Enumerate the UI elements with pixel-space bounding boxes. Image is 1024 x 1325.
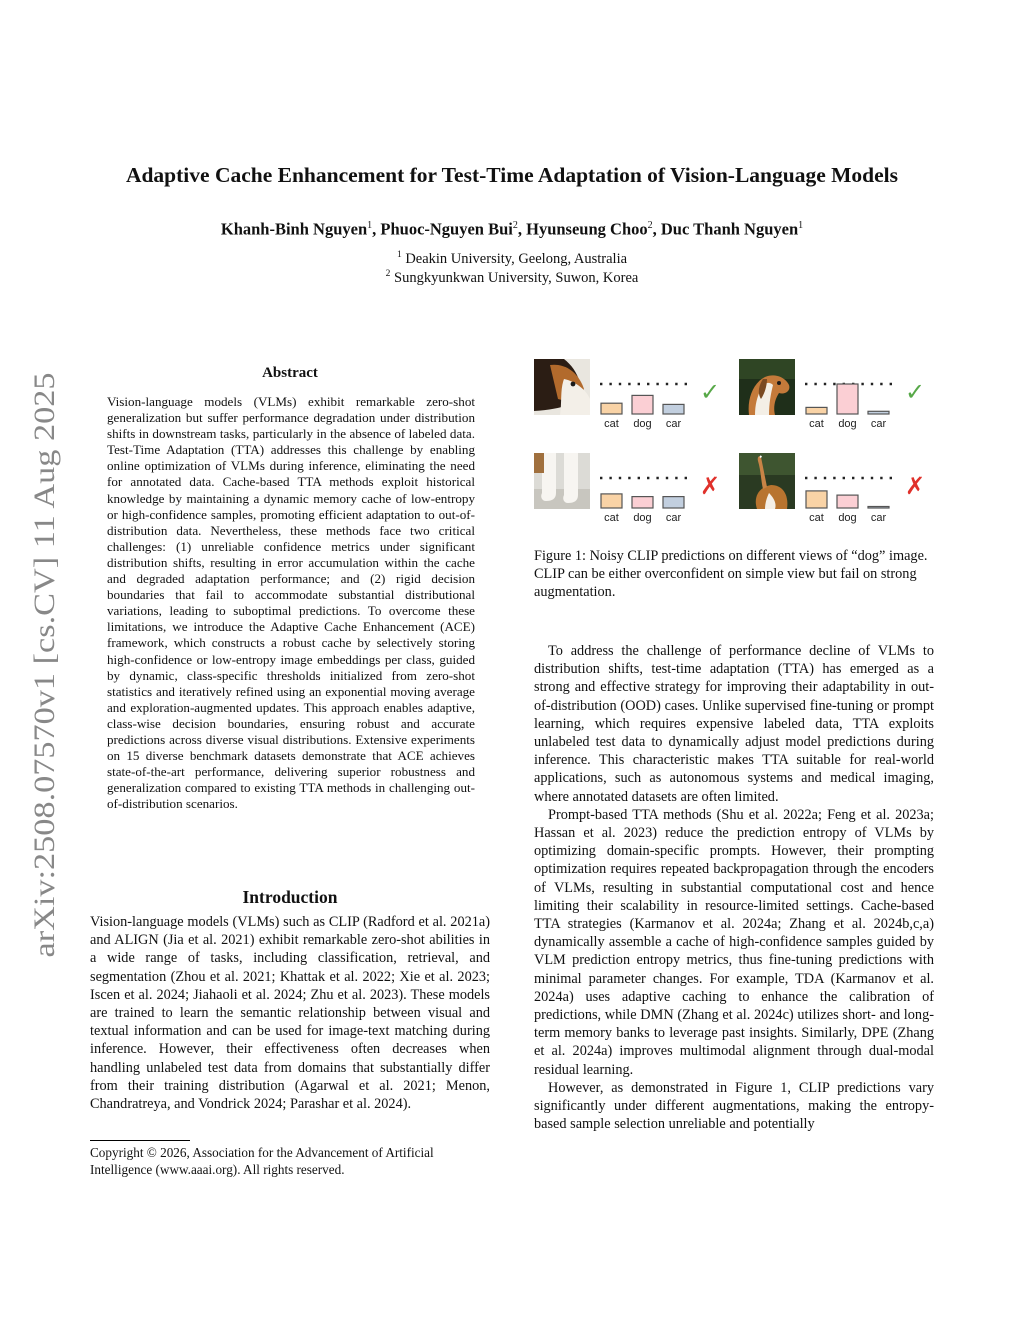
bar-chart: [803, 451, 899, 523]
dog-legs-crop-image: [534, 453, 590, 509]
category-label: car: [870, 512, 887, 524]
author-affiliation-mark: 1: [798, 220, 804, 231]
figure-caption: Figure 1: Noisy CLIP predictions on different views of “dog” image. CLIP can be either overconfident on simple view but fail on strong augmentation.: [534, 548, 928, 601]
category-label: dog: [838, 512, 857, 524]
bar-chart: [803, 357, 899, 429]
category-label: car: [665, 418, 682, 430]
right-column-body: [534, 642, 934, 1133]
figure-panel: [737, 357, 932, 429]
bar-cat: [806, 407, 827, 414]
dog-head-crop-image: [534, 359, 590, 415]
affiliation-number: 1: [396, 250, 402, 260]
arxiv-stamp: [24, 370, 64, 960]
bar-cat: [806, 491, 827, 508]
figure-panel: [737, 451, 932, 523]
author-list: [60, 214, 964, 242]
author-affiliation-mark: 2: [647, 220, 653, 231]
introduction-paragraph: Vision-language models (VLMs) such as CLIP (Radford et al. 2021a) and ALIGN (Jia et al. 2021) exhibit remarkable zero-shot abilities in a wide range of tasks, including classification, retrieval, and segmentation (Zhou et al. 2021; Khattak et al. 2022; Xie et al. 2023; Iscen et al. 2024; Jiahaoli et al. 2024; Zhu et al. 2023). These models are trained to learn the semantic relationship between visual and textual information and can be used for image-text matching during inference. However, their effectiveness often decreases when handling unlabeled test data from domains that substantially differ from their training distribution (Agarwal et al. 2021; Menon, Chandratreya, and Vondrick 2024; Parashar et al. 2024).: [90, 914, 490, 1113]
author-separator: ,: [652, 219, 661, 239]
author-name: Duc Thanh Nguyen: [660, 219, 799, 239]
bar-cat: [601, 403, 622, 414]
affiliation-2: [60, 265, 964, 287]
author-separator: ,: [517, 219, 527, 239]
introduction-heading: Introduction: [242, 887, 338, 907]
check-icon: ✓: [905, 378, 926, 406]
author-name: Hyunseung Choo: [526, 219, 648, 239]
cross-icon: ✗: [905, 472, 926, 500]
category-label: cat: [809, 512, 824, 524]
bar-car: [663, 497, 684, 508]
category-label: cat: [604, 418, 619, 430]
abstract-text: Vision-language models (VLMs) exhibit remarkable zero-shot generalization but suffer performance degradation under distribution shifts in downstream tasks, particularly in the absence of labeled data. Test-Time Adaptation (TTA) addresses this challenge by enabling online optimization of VLMs during inference, eliminating the need for annotated data. Cache-based TTA methods exploit historical knowledge by maintaining a dynamic memory cache of low-entropy or high-confidence samples, promoting efficient adaptation to out-of-distribution data. Nevertheless, these methods face two critical challenges: (1) unreliable confidence metrics under significant distribution shifts, resulting in error accumulation within the cache and degraded adaptation performance; and (2) rigid decision boundaries that fail to accommodate substantial distributional variations, leading to suboptimal predictions. To overcome these limitations, we introduce the Adaptive Cache Enhancement (ACE) framework, which constructs a robust cache by selectively storing high-confidence or low-entropy image embeddings per class, guided by dynamic, class-specific thresholds initialized from zero-shot statistics and iteratively refined using an exponential moving average and exploration-augmented updates. This approach enables adaptive, class-wise decision boundaries, ensuring robust and accurate predictions across diverse visual distributions. Extensive experiments on 15 diverse benchmark datasets demonstrate that ACE achieves state-of-the-art performance, delivering superior robustness and generalization compared to existing TTA methods in challenging out-of-distribution scenarios.: [107, 394, 475, 812]
arxiv-id: arXiv:2508.07570v1 [cs.CV] 11 Aug 2025: [28, 445, 61, 958]
bar-chart: [598, 451, 694, 523]
figure-panel: [532, 357, 727, 429]
figure-1: [532, 357, 932, 527]
bar-dog: [837, 495, 858, 508]
body-paragraph: However, as demonstrated in Figure 1, CLIP predictions vary significantly under different augmentations, making the entropy-based sample selection unreliable and potentially: [534, 1079, 934, 1133]
body-paragraph: Prompt-based TTA methods (Shu et al. 2022a; Feng et al. 2023a; Hassan et al. 2023) reduce the prediction entropy of VLMs by optimizing domain-specific prompts. However, their prompting optimization requires repeated backpropagation through the encoders of VLMs, resulting in substantial computational cost and hence limiting their scalability in resource-limited settings. Cache-based TTA strategies (Karmanov et al. 2024a; Zhang et al. 2024b,c,a) dynamically assemble a cache of high-confidence samples guided by VLM prediction entropy metrics, thus fine-tuning predictions with minimal parameter changes. For example, TDA (Karmanov et al. 2024a) uses adaptive caching to enhance the calibration of predictions, while DMN (Zhang et al. 2024c) utilizes short- and long-term memory banks to leverage past insights. Similarly, DPE (Zhang et al. 2024a) improves multimodal alignment through dual-modal residual learning.: [534, 806, 934, 1078]
affiliation-text: Sungkyunkwan University, Suwon, Korea: [394, 269, 639, 286]
bar-dog: [632, 497, 653, 508]
body-paragraph: To address the challenge of performance decline of VLMs to distribution shifts, test-time adaptation (TTA) has emerged as a strong and effective strategy for improving their adaptability in out-of-distribution (OOD) cases. Unlike supervised fine-tuning or prompt learning, which requires expensive labeled data, TTA exploits unlabeled test data to dynamically adjust model predictions during inference. This characteristic makes TTA suitable for real-world applications, such as autonomous systems and medical imaging, where annotated datasets are often limited.: [534, 643, 934, 805]
prediction-chart: [803, 451, 899, 523]
abstract-heading: Abstract: [262, 365, 318, 381]
author-name: Khanh-Binh Nguyen: [220, 219, 368, 239]
dog-tail-crop-image: [739, 453, 795, 509]
prediction-chart: [598, 357, 694, 429]
bar-dog: [837, 384, 858, 414]
introduction-body: [90, 913, 490, 1113]
bar-car: [868, 411, 889, 414]
affiliation-number: 2: [385, 269, 391, 279]
cross-icon: ✗: [700, 472, 721, 500]
dog-profile-image: [739, 359, 795, 415]
bar-dog: [632, 395, 653, 414]
category-label: cat: [604, 512, 619, 524]
figure-panel: [532, 451, 727, 523]
category-label: dog: [838, 418, 857, 430]
bar-cat: [601, 494, 622, 508]
author-affiliation-mark: 2: [512, 220, 518, 231]
category-label: car: [870, 418, 887, 430]
author-separator: ,: [372, 219, 381, 239]
affiliation-text: Deakin University, Geelong, Australia: [405, 250, 628, 267]
author-name: Phuoc-Nguyen Bui: [380, 219, 513, 239]
bar-chart: [598, 357, 694, 429]
copyright-notice: Copyright © 2026, Association for the Advancement of Artificial Intelligence (www.aaai.org). All rights reserved.: [90, 1145, 434, 1177]
author-affiliation-mark: 1: [367, 220, 373, 231]
check-icon: ✓: [700, 378, 721, 406]
bar-car: [868, 507, 889, 509]
category-label: cat: [809, 418, 824, 430]
bar-car: [663, 404, 684, 414]
category-label: dog: [633, 512, 652, 524]
paper-title: Adaptive Cache Enhancement for Test-Time Adaptation of Vision-Language Models: [125, 163, 899, 187]
prediction-chart: [803, 357, 899, 429]
category-label: dog: [633, 418, 652, 430]
footnote-rule: [90, 1140, 190, 1141]
prediction-chart: [598, 451, 694, 523]
category-label: car: [665, 512, 682, 524]
